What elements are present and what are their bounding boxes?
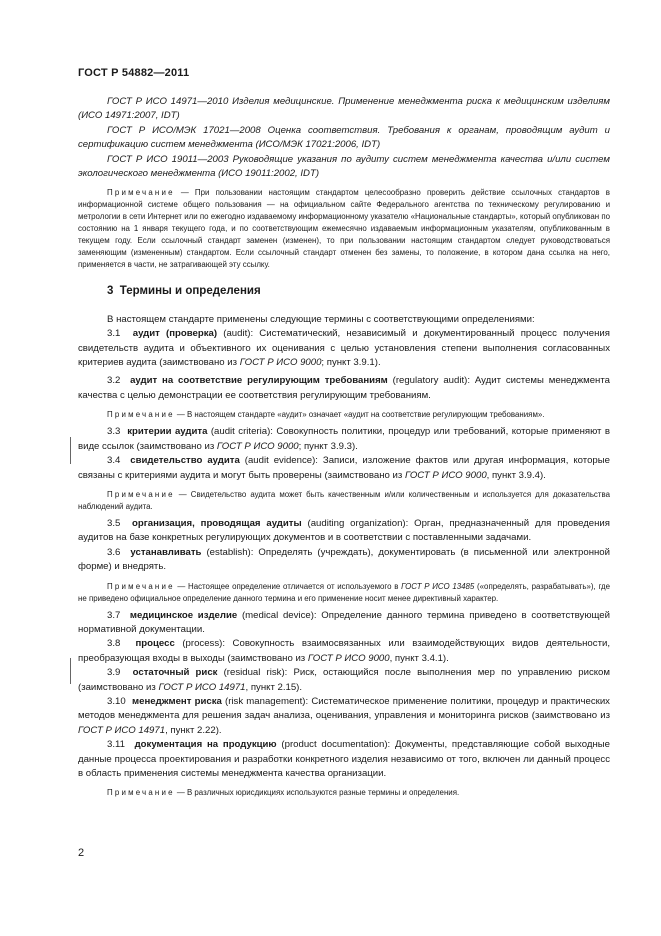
note-text: — В настоящем стандарте «аудит» означает «аудит на соответствие регулирующим требованиям».	[176, 410, 545, 420]
term-text: (residual risk): Риск, остающийся после выполнения мер по управлению риском (заимствовано из	[78, 667, 610, 693]
term-text: (process): Совокупность взаимосвязанных или взаимодействующих видов деятельности, преобразующая входы в выходы (заимствовано из	[78, 638, 610, 664]
note-label: Примечание	[107, 581, 175, 591]
term-name: процесс	[135, 638, 175, 650]
section-intro: В настоящем стандарте применены следующие термины с соответствующими определениями:	[107, 313, 535, 325]
standard-ref: ГОСТ Р ИСО 13485	[401, 581, 475, 591]
term-text: (audit criteria): Совокупность политики, процедур или требований, которые применяют в виде ссылок (заимствовано из	[78, 426, 610, 452]
term-number: 3.6	[107, 546, 121, 558]
note-text: — При пользовании настоящим стандартом целесообразно проверить действие ссылочных стандартов в информационной системе общего пользования — на официальном сайте Федерального агентства по техническому регулированию и метрологии в сети Интернет или по ежегодно издаваемому информационному указателю «Национальные стандарты», который опубликован по состоянию на 1 января текущего года, и по соответствующим ежемесячно издаваемым информационным указателям, опубликованным в текущем году. Если ссылочный стандарт заменен (изменен), то при пользовании настоящим стандартом следует руководствоваться заменяющим (измененным) стандартом. Если ссылочный стандарт отменен без замены, то положение, в котором дана ссылка на него, применяется в части, не затрагивающей эту ссылку.	[78, 188, 610, 270]
term-text: (audit): Систематический, независимый и документированный процесс получения свидетельств аудита и объективного их оценивания с целью установления степени выполнения согласованных критериев аудита (заимствовано из	[78, 328, 610, 369]
term-name: свидетельство аудита	[130, 455, 240, 467]
reference-note	[78, 187, 610, 271]
change-bar	[70, 437, 71, 464]
term-definition	[78, 425, 610, 454]
term-definition	[78, 609, 610, 638]
term-definition	[78, 454, 610, 483]
term-text-tail: , пункт 3.9.4).	[486, 469, 546, 481]
standard-ref: ГОСТ Р ИСО 9000	[404, 469, 487, 481]
term-number: 3.3	[107, 426, 121, 438]
term-text: (regulatory audit): Аудит системы менеджмента качества с целью демонстрации ее соответствия регулирующим требованиям.	[78, 375, 610, 401]
change-bar	[70, 658, 71, 684]
term-text-tail: , пункт 2.15).	[245, 681, 303, 693]
term-text: (medical device): Определение данного термина приведено в соответствующей нормативной документации.	[78, 609, 610, 635]
term-text-tail: ; пункт 3.9.1).	[321, 357, 381, 369]
standard-ref: ГОСТ Р ИСО 9000	[239, 357, 322, 369]
section-title: Термины и определения	[119, 285, 261, 298]
term-note	[78, 787, 610, 799]
term-text: (audit evidence): Записи, изложение фактов или другая информация, которые связаны с критериями аудита и могут быть проверены (заимствовано из	[78, 455, 610, 481]
standard-ref: ГОСТ Р ИСО 14971	[78, 724, 166, 736]
note-text: — Настоящее определение отличается от используемого в	[177, 581, 402, 591]
term-definition	[78, 546, 610, 575]
term-name: менеджмент риска	[132, 695, 222, 707]
term-definition	[78, 517, 610, 546]
term-note	[78, 489, 610, 513]
term-name: остаточный риск	[132, 667, 218, 679]
term-text-tail: , пункт 3.4.1).	[389, 652, 449, 664]
term-name: устанавливать	[130, 546, 202, 558]
normative-reference: ГОСТ Р ИСО/МЭК 17021—2008 Оценка соответствия. Требования к органам, проводящим аудит и сертификацию систем менеджмента (ИСО/МЭК 17021:2006, IDT)	[78, 124, 610, 151]
note-text: — В различных юрисдикциях используются разные термины и определения.	[176, 788, 460, 798]
term-definition	[78, 695, 610, 738]
term-name: организация, проводящая аудиты	[132, 517, 302, 529]
term-number: 3.4	[107, 455, 121, 467]
term-note	[78, 409, 610, 421]
term-text: (auditing organization): Орган, предназначенный для проведения аудитов на базе конкретных регулирующих документов и в соответствии с поставленными задачами.	[78, 517, 610, 544]
term-number: 3.5	[107, 517, 121, 529]
note-text-tail: («определять, разрабатывать»), где не приведено официальное определение данного термина и его применение носит менее директивный характер.	[78, 581, 610, 603]
term-text-tail: ; пункт 3.9.3).	[298, 440, 358, 452]
term-name: аудит на соответствие регулирующим требованиям	[130, 375, 388, 387]
term-name: критерии аудита	[127, 426, 208, 438]
term-number: 3.9	[107, 667, 121, 679]
term-name: медицинское изделие	[129, 609, 238, 621]
standard-ref: ГОСТ Р ИСО 9000	[307, 652, 390, 664]
term-definition	[78, 327, 610, 370]
term-definition	[78, 637, 610, 666]
term-name: аудит (проверка)	[132, 328, 218, 340]
term-note	[78, 581, 610, 605]
term-definition	[78, 666, 610, 695]
section-heading	[107, 284, 610, 298]
term-text: (product documentation): Документы, представляющие собой выходные данные процесса проектирования и разработки конкретного изделия независимо от того, включен ли данный процесс в область применения системы менеджмента качества организации.	[78, 739, 610, 779]
term-number: 3.7	[107, 609, 121, 621]
term-number: 3.11	[107, 739, 125, 751]
note-label: Примечание	[107, 788, 175, 798]
note-label: Примечание	[107, 489, 175, 499]
section-number: 3	[107, 285, 114, 298]
term-definition	[78, 738, 610, 781]
document-header: ГОСТ Р 54882—2011	[78, 67, 190, 79]
note-label: Примечание	[107, 188, 175, 198]
term-definition	[78, 374, 610, 403]
standard-ref: ГОСТ Р ИСО 9000	[216, 440, 299, 452]
term-number: 3.2	[107, 375, 121, 387]
term-number: 3.8	[107, 638, 121, 650]
page-content	[78, 95, 610, 803]
standard-ref: ГОСТ Р ИСО 14971	[158, 681, 246, 693]
term-text-tail: , пункт 2.22).	[165, 724, 222, 736]
term-text: (risk management): Систематическое применение политики, процедур и практических методов менеджмента для решения задач анализа, оценивания, управления и мониторинга рисков (заимствовано из	[78, 695, 610, 722]
normative-reference: ГОСТ Р ИСО 19011—2003 Руководящие указания по аудиту систем менеджмента качества и/или систем экологического менеджмента (ИСО 19011:2002, IDT)	[78, 153, 610, 180]
page-number: 2	[78, 847, 85, 859]
note-text: — Свидетельство аудита может быть качественным и/или количественным и используется для доказательства наблюдений аудита.	[78, 489, 610, 511]
term-text: (establish): Определять (учреждать), документировать (в письменной или электронной форме) и внедрять.	[78, 546, 610, 573]
term-number: 3.10	[107, 695, 126, 707]
term-number: 3.1	[107, 328, 121, 340]
normative-reference: ГОСТ Р ИСО 14971—2010 Изделия медицинские. Применение менеджмента риска к медицинским изделиям (ИСО 14971:2007, IDT)	[78, 96, 610, 122]
term-name: документация на продукцию	[134, 739, 277, 751]
note-label: Примечание	[107, 410, 175, 420]
